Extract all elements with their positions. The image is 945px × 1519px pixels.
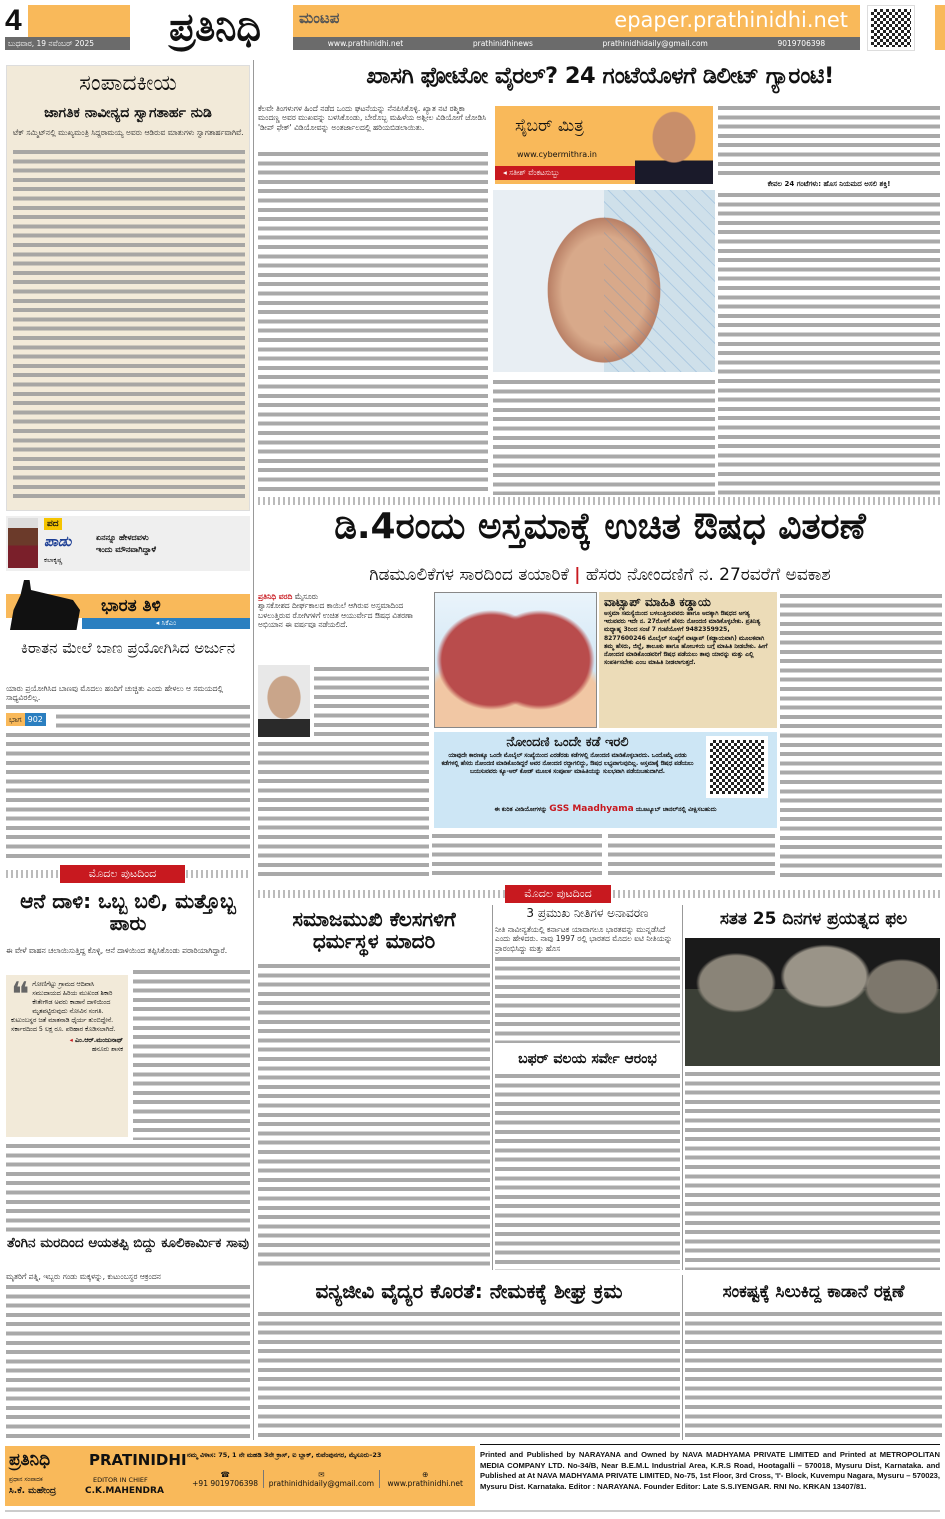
column-author: ◂ ಸತೀಶ್ ವೆಂಕಟಸುಬ್ಬು: [495, 166, 640, 180]
issue-date: ಬುಧವಾರ, 19 ನವೆಂಬರ್ 2025: [5, 37, 130, 50]
bharata-teeli-banner: [6, 580, 250, 632]
poem-line: ಇಂದು ಮೌನವಾಗಿದ್ದಾಳೆ: [96, 545, 156, 554]
columnist-photo: [635, 106, 713, 184]
elephant-rescue-photo: [685, 938, 940, 1066]
asthma-subheadline: [258, 565, 942, 585]
pada-column: [6, 516, 250, 571]
rescue-headline: ಸಂಕಷ್ಟಕ್ಕೆ ಸಿಲುಕಿದ್ದ ಕಾಡಾನೆ ರಕ್ಷಣೆ: [722, 1282, 905, 1302]
video-note: ಈ ಕುರಿತ ವೀಡಿಯೋಗಳನ್ನು: [494, 806, 548, 813]
qr-code-icon[interactable]: [868, 6, 914, 50]
elephant-headline: ಆನೆ ದಾಳಿ: ಒಬ್ಬ ಬಲಿ, ಮತ್ತೊಬ್ಬ ಪಾರು: [20, 889, 236, 935]
continued-label: ಮೊದಲ ಪುಟದಿಂದ: [60, 865, 185, 883]
bharata-byline: ◂ ಸಿಕೆಎಂ: [82, 618, 250, 629]
vet-headline: ವನ್ಯಜೀವಿ ವೈದ್ಯರ ಕೊರತೆ: ನೇಮಕಕ್ಕೆ ಶೀಘ್ರ ಕ್ರಮ: [315, 1279, 623, 1303]
part-badge: [6, 713, 46, 726]
lungs-illustration: [434, 592, 597, 728]
pada-brand: ಪಾಡು: [44, 534, 72, 550]
ad-title: ವಾಟ್ಸಾಪ್ ಮಾಹಿತಿ ಕಡ್ಡಾಯ: [604, 595, 711, 609]
quote-author: ಎಂ.ಆರ್.ಮಂಜುನಾಥ್: [75, 1037, 123, 1044]
author-photo: [8, 518, 38, 568]
email-link[interactable]: prathinidhidaily@gmail.com: [602, 39, 708, 48]
quote-text: ಗೋಣಿಗೆಟ್ಟು ಗ್ರಾಮದ ಆದಿವಾಸಿ ಸಮುದಾಯದ ಹಿರಿಯ ಮುಖಂಡ ಶಿಕಾರಿ ಕೇತೇಗೌಡ ಅವರು ಕಾಡಾನೆ ದಾಳಿಯಿಂದ ಮೃತಪಟ್ಟಿರುವುದು ನೋವಿನ ಸಂಗತಿ. ಕುಟುಂಬಸ್ಥರ ಜತೆ ಮಾತನಾಡಿ ಧೈರ್ಯ ತುಂಬಿದ್ದೇನೆ. ಸರ್ಕಾರದಿಂದ 5 ಲಕ್ಷ ರೂ. ಪರಿಹಾರ ಕೊಡಿಸಲಾಗಿದೆ.: [11, 981, 116, 1033]
footer-logo-en: PRATINIDHI: [89, 1451, 187, 1469]
quote-role: ಹನೂರು ಶಾಸಕ: [91, 1046, 123, 1053]
bharata-title: ಭಾರತ ತಿಳಿ: [101, 596, 161, 616]
chariot-icon: [10, 580, 80, 630]
part-label: ಭಾಗ: [6, 713, 25, 726]
page-number: 4: [5, 5, 28, 37]
footer: [5, 1446, 475, 1506]
editor-role: EDITOR IN CHIEF: [93, 1476, 148, 1484]
coconut-lead: ಮೃತರಿಗೆ ಪತ್ನಿ, ಇಬ್ಬರು ಗಂಡು ಮಕ್ಕಳನ್ನು, ಕುಟುಂಬಸ್ಥರ ಆಕ್ರಂದನ: [6, 1272, 250, 1281]
page-number-box: [5, 5, 130, 37]
footer-website[interactable]: www.prathinidhi.net: [387, 1479, 463, 1488]
youtube-channel-link[interactable]: GSS Maadhyama: [549, 804, 634, 814]
dharmasthala-headline: ಸಮಾಜಮುಖಿ ಕೆಲಸಗಳಿಗೆ ಧರ್ಮಸ್ಥಳ ಮಾದರಿ: [292, 907, 456, 953]
editor-name: C.K.MAHENDRA: [85, 1486, 164, 1496]
phone-icon: ☎: [220, 1470, 230, 1479]
phone-number: 9019706398: [777, 39, 826, 48]
buffer-headline: ಬಫರ್ ವಲಯ ಸರ್ವೇ ಆರಂಭ: [518, 1051, 657, 1067]
pada-author: ಕಲಾಕೃಷ್ಣ: [44, 556, 63, 564]
editor-name-kn: ಸಿ.ಕೆ. ಮಹೇಂದ್ರ: [9, 1486, 57, 1496]
poem-line: ಏನನ್ನೂ ಹೇಳದವಳು: [96, 533, 149, 542]
asthma-lead: ಶ್ವಾಸಕೋಶದ ದೀರ್ಘಕಾಲದ ಕಾಯಿಲೆ ಆಗಿರುವ ಅಸ್ತಮಾದಿಂದ ಬಳಲುತ್ತಿರುವ ರೋಗಿಗಳಿಗೆ ಉಚಿತ ಆಯುರ್ವೇದ ಔಷಧ ವಿತರಣಾ ಅಭಿಯಾನ ಈ ವರ್ಷವೂ ನಡೆಯಲಿದೆ.: [258, 601, 428, 629]
subhead-separator: |: [574, 565, 581, 585]
registration-title: ನೋಂದಣಿ ಒಂದೇ ಕಡೆ ಇರಲಿ: [506, 735, 629, 750]
cyber-subhead: ಕೇವಲ 24 ಗಂಟೆಗಳು: ಹೊಸ ನಿಯಮದ ಅಸಲಿ ಶಕ್ತಿ!: [718, 180, 940, 189]
social-handle[interactable]: prathinidhinews: [472, 39, 533, 48]
imprint: Printed and Published by NARAYANA and Owned by NAVA MADHYAMA PRIVATE LIMITED and Printed at METROPOLITAN MEDIA COMPANY LTD. No-34/B, Near B.E.M.L Industrial Area, K.R.S Road, Hootagalli – 570018, Mysuru Dist, Karnataka. and Published at At NAVA MADHYAMA PRIVATE LIMITED, No-75, 1st Floor, 3rd Cross, 'I'- Block, Kuvempu Nagara, Mysuru – 570023, Mysuru Dist. Karnataka. Editor : NARAYANA. Founder Editor: Late S.S.IYENGAR. RNI No. KRKAN 13407/81.: [480, 1450, 940, 1491]
footer-email[interactable]: prathinidhidaily@gmail.com: [268, 1479, 375, 1488]
bharata-headline: ಕಿರಾತನ ಮೇಲೆ ಬಾಣ ಪ್ರಯೋಗಿಸಿದ ಅರ್ಜುನ: [20, 639, 236, 657]
website-link[interactable]: www.prathinidhi.net: [327, 39, 404, 48]
doctor-photo: [258, 665, 310, 737]
ad-text: ಅಸ್ತಮಾ ಸಮಸ್ಯೆಯಿಂದ ಬಳಲುತ್ತಿರುವವರು ಹಾಗೂ ಅದಕ್ಕಾಗಿ ಔಷಧದ ಅಗತ್ಯ ಇರುವವರು ಇದೇ ನ. 27ರೊಳಗೆ ಹೆಸರು ನೋಂದಣಿ ಮಾಡಿಕೊಳ್ಳಬೇಕು. ಪ್ರತಿನಿತ್ಯ ಮಧ್ಯಾಹ್ನ 3ರಿಂದ ಸಂಜೆ 7 ಗಂಟೆಯೊಳಗೆ 9482359925, 8277600246 ಮೊಬೈಲ್ ಸಂಖ್ಯೆಗೆ ವಾಟ್ಸಾಪ್ (ಕಡ್ಡಾಯವಾಗಿ) ಮೂಲಕವಾಗಿ ತಮ್ಮ ಹೆಸರು, ಜಿಲ್ಲೆ, ತಾಲೂಕು ಹಾಗೂ ಹೋಬಳಿಯ ಬಗ್ಗೆ ಮಾಹಿತಿ ನೀಡಬೇಕು. ಹೀಗೆ ನೋಂದಣಿ ಮಾಡಿಕೊಂಡವರಿಗೆ ಔಷಧ ಪಡೆಯಲು ತಾವು ಯಾರನ್ನು ಮತ್ತು ಎಲ್ಲಿ ಸಂಪರ್ಕಿಸಬೇಕು ಎಂಬ ಮಾಹಿತಿ ನೀಡಲಾಗುತ್ತದೆ.: [604, 610, 768, 667]
video-note-end: ಯೂಟ್ಯೂಬ್ ಚಾನಲ್‌ನಲ್ಲಿ ವೀಕ್ಷಿಸಬಹುದು: [635, 806, 717, 813]
continued-label: ಮೊದಲ ಪುಟದಿಂದ: [505, 885, 611, 903]
bharata-lead: ಯಾರು ಪ್ರಯೋಗಿಸಿದ ಬಾಣವು ಮೊದಲು ಹಂದಿಗೆ ಚುಚ್ಚಿತು ಎಂದು ಹೇಳಲು ಆ ಸಮಯದಲ್ಲಿ ಸಾಧ್ಯವಿರಲಿಲ್ಲ.: [6, 684, 250, 703]
part-number: 902: [25, 713, 46, 726]
coconut-headline: ತೆಂಗಿನ ಮರದಿಂದ ಆಯತಪ್ಪಿ ಬಿದ್ದು ಕೂಲಿಕಾರ್ಮಿಕ ಸಾವು: [6, 1235, 250, 1251]
asthma-info-ad: [432, 590, 777, 830]
dateline-city: ಮೈಸೂರು: [294, 592, 319, 601]
effort-headline: ಸತತ 25 ದಿನಗಳ ಪ್ರಯತ್ನದ ಫಲ: [719, 909, 908, 929]
mail-icon: ✉: [318, 1470, 325, 1479]
elephant-lead: ಈ ವೇಳೆ ವಾಹನ ಚಲಾಯಿಸುತ್ತಿದ್ದ ಕೊಳ್ಳಿ, ಆನೆ ದಾಳಿಯಿಂದ ತಪ್ಪಿಸಿಕೊಂಡು ಪರಾರಿಯಾಗಿದ್ದಾರೆ.: [6, 946, 250, 955]
deepfake-face-image: [493, 190, 715, 372]
masthead: [0, 0, 945, 55]
editor-role-kn: ಪ್ರಧಾನ ಸಂಪಾದಕ: [9, 1476, 43, 1483]
subhead-left: ಗಿಡಮೂಲಿಕೆಗಳ ಸಾರದಿಂದ ತಯಾರಿಕೆ: [369, 565, 569, 585]
globe-icon: ⊕: [422, 1470, 429, 1479]
editorial-kicker: ಸಂಪಾದಕೀಯ: [79, 71, 177, 96]
column-title: ಸೈಬರ್ ಮಿತ್ರ: [515, 116, 584, 136]
policies-lead: ನೀತಿ ನಾವೀನ್ಯತೆಯಲ್ಲಿ ಕರ್ನಾಟಕ ಯಾವಾಗಲೂ ಭಾರತವನ್ನು ಮುನ್ನಡೆಸಿದೆ ಎಂದು ಹೇಳಿದರು. ನಾವು 1997 ರಲ್ಲಿ ಭಾರತದ ಮೊದಲ ಐಟಿ ನೀತಿಯನ್ನು ಪ್ರಾರಂಭಿಸಿದ್ದು ಮತ್ತು ಹೊಸ: [495, 925, 680, 953]
registration-qr-code-icon[interactable]: [706, 736, 768, 798]
epaper-link[interactable]: epaper.prathinidhi.net: [614, 8, 848, 32]
quote-box: ❝ ಗೋಣಿಗೆಟ್ಟು ಗ್ರಾಮದ ಆದಿವಾಸಿ ಸಮುದಾಯದ ಹಿರಿಯ ಮುಖಂಡ ಶಿಕಾರಿ ಕೇತೇಗೌಡ ಅವರು ಕಾಡಾನೆ ದಾಳಿಯಿಂದ ಮೃತಪಟ್ಟಿರುವುದು ನೋವಿನ ಸಂಗತಿ. ಕುಟುಂಬಸ್ಥರ ಜತೆ ಮಾತನಾಡಿ ಧೈರ್ಯ ತುಂಬಿದ್ದೇನೆ. ಸರ್ಕಾರದಿಂದ 5 ಲಕ್ಷ ರೂ. ಪರಿಹಾರ ಕೊಡಿಸಲಾಗಿದೆ. ◂ ಎಂ.ಆರ್.ಮಂಜುನಾಥ್ ಹನೂರು ಶಾಸಕ: [6, 975, 128, 1137]
quote-icon: ❝: [11, 975, 30, 1015]
policies-headline: 3 ಪ್ರಮುಖ ನೀತಿಗಳ ಅನಾವರಣ: [526, 906, 649, 920]
dateline-source: ಪ್ರತಿನಿಧಿ ವರದಿ: [258, 592, 293, 601]
section-name: ಮಂಟಪ: [299, 9, 340, 27]
cyber-headline: ಖಾಸಗಿ ಫೋಟೋ ವೈರಲ್? 24 ಗಂಟೆಯೊಳಗೆ ಡಿಲೀಟ್ ಗ್ಯಾರಂಟಿ!: [366, 63, 834, 89]
registration-text: ಯಾವುದೇ ಕಾರಣಕ್ಕೂ ಒಂದೇ ಮೊಬೈಲ್ ಸಂಖ್ಯೆಯಿಂದ ಎರಡೆರಡು ಕಡೆಗಳಲ್ಲಿ ನೋಂದಣಿ ಮಾಡಿಕೊಳ್ಳಬಾರದು. ಒಂದೊಮ್ಮೆ ಎರಡು ಕಡೆಗಳಲ್ಲಿ ಹೆಸರು ನೋಂದಣಿ ಮಾಡಿಕೊಂಡಿದ್ದರೆ ಅವರ ನೋಂದಣಿ ರದ್ದಾಗಲಿದ್ದು, ಔಷಧ ಲಭ್ಯವಾಗುವುದಿಲ್ಲ. ಅಸ್ತಮಾಕ್ಕೆ ಔಷಧ ಪಡೆಯಲು ಬಯಸುವವರು ಕ್ಯೂ-ಆರ್ ಕೋಡ್ ಮೂಲಕ ಸಂಪೂರ್ಣ ಮಾಹಿತಿಯನ್ನು ಸುಲಭವಾಗಿ ಪಡೆಯಬಹುದಾಗಿದೆ.: [441, 753, 694, 775]
footer-logo: ಪ್ರತಿನಿಧಿ: [9, 1450, 51, 1470]
cyber-mitra-banner: [495, 106, 713, 184]
footer-phone: +91 9019706398: [192, 1479, 259, 1488]
asthma-headline: ಡಿ.4ರಂದು ಅಸ್ತಮಾಕ್ಕೆ ಉಚಿತ ಔಷಧ ವಿತರಣೆ: [334, 506, 866, 547]
editorial-lead: ಟೆಕ್ ಸಮ್ಮಿಟ್‌ನಲ್ಲಿ ಮುಖ್ಯಮಂತ್ರಿ ಸಿದ್ದರಾಮಯ್ಯ ಅವರು ಆಡಿರುವ ಮಾತುಗಳು ಸ್ವಾಗತಾರ್ಹವಾಗಿವೆ.: [13, 128, 244, 137]
cyber-lead: ಕೆಲವೇ ತಿಂಗಳುಗಳ ಹಿಂದೆ ನಡೆದ ಒಂದು ಘಟನೆಯನ್ನು ನೆನಪಿಸಿಕೊಳ್ಳಿ. ಖ್ಯಾತ ನಟಿ ರಶ್ಮಿಕಾ ಮಂದಣ್ಣ ಅವರ ಮುಖವನ್ನು ಬಳಸಿಕೊಂಡು, ಬೇರೊಬ್ಬ ಮಹಿಳೆಯ ಅಶ್ಲೀಲ ವಿಡಿಯೋಗೆ ಜೋಡಿಸಿ 'ಡೀಪ್ ಫೇಕ್' ವಿಡಿಯೋವನ್ನು ಅಂತರ್ಜಾಲದಲ್ಲಿ ಹರಿಯಬಿಡಲಾಯಿತು.: [258, 104, 487, 132]
subhead-right: ಹೆಸರು ನೋಂದಣಿಗೆ ನ. 27ರವರೆಗೆ ಅವಕಾಶ: [585, 565, 831, 585]
editorial-box: [6, 65, 250, 511]
editorial-headline: ಜಾಗತಿಕ ನಾವೀನ್ಯದ ಸ್ವಾಗತಾರ್ಹ ನುಡಿ: [44, 105, 212, 121]
office-address: ನಮ್ಮ ವಿಳಾಸ: 75, 1 ನೇ ಮಹಡಿ 3ನೇ ಕ್ರಾಸ್, ಐ ಬ್ಲಾಕ್, ಕುವೆಂಪುನಗರ, ಮೈಸೂರು–23: [187, 1451, 382, 1459]
logo: ಪ್ರತಿನಿಧಿ: [169, 5, 261, 49]
column-url[interactable]: www.cybermithra.in: [517, 150, 597, 159]
pada-label: ಪದ: [44, 518, 62, 530]
